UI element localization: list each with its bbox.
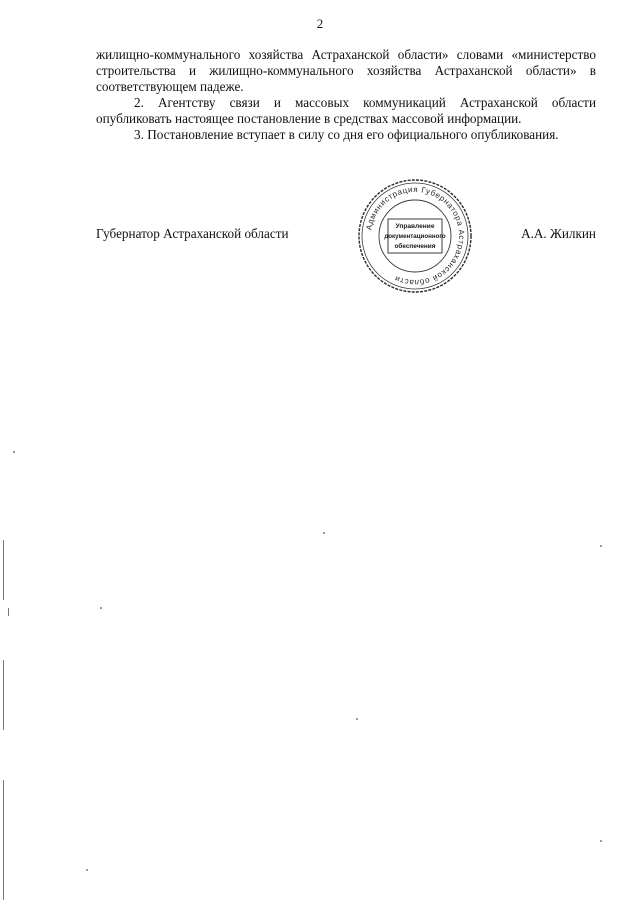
page-number: 2 (316, 16, 324, 31)
official-seal (355, 176, 475, 296)
scan-speckle (13, 451, 15, 453)
scan-artifact-mark (8, 608, 9, 616)
signature-block (96, 226, 596, 248)
scan-speckle (600, 840, 602, 842)
scan-speckle (86, 869, 88, 871)
scan-speckle (323, 532, 325, 534)
scan-speckle (600, 545, 602, 547)
paragraph-item-2: 2. Агентству связи и массовых коммуникаций Астраханской области опубликовать настоящее постановление в средствах массовой информации. (96, 95, 596, 126)
scan-speckle (100, 607, 102, 609)
seal-graphic (355, 176, 475, 296)
signatory-name: А.А. Жилкин (521, 226, 596, 241)
seal-outer-text: Администрация Губернатора Астраханской области (364, 184, 467, 288)
seal-inner-line-1: Управление (395, 223, 435, 230)
scan-artifact-mark (3, 780, 4, 900)
paragraph-item-3: 3. Постановление вступает в силу со дня его официального опубликования. (134, 127, 559, 142)
scan-speckle (356, 718, 358, 720)
signatory-title: Губернатор Астраханской области (96, 226, 289, 241)
seal-inner-line-3: обеспечения (394, 243, 436, 250)
document-body (96, 47, 596, 143)
paragraph-continuation: жилищно-коммунального хозяйства Астраханской области» словами «министерство строительства и жилищно-коммунального хозяйства Астраханской области» в соответствующем падеже. (96, 47, 596, 94)
scan-artifact-mark (3, 540, 4, 600)
scan-artifact-mark (3, 660, 4, 730)
seal-inner-line-2: документационного (384, 233, 446, 240)
